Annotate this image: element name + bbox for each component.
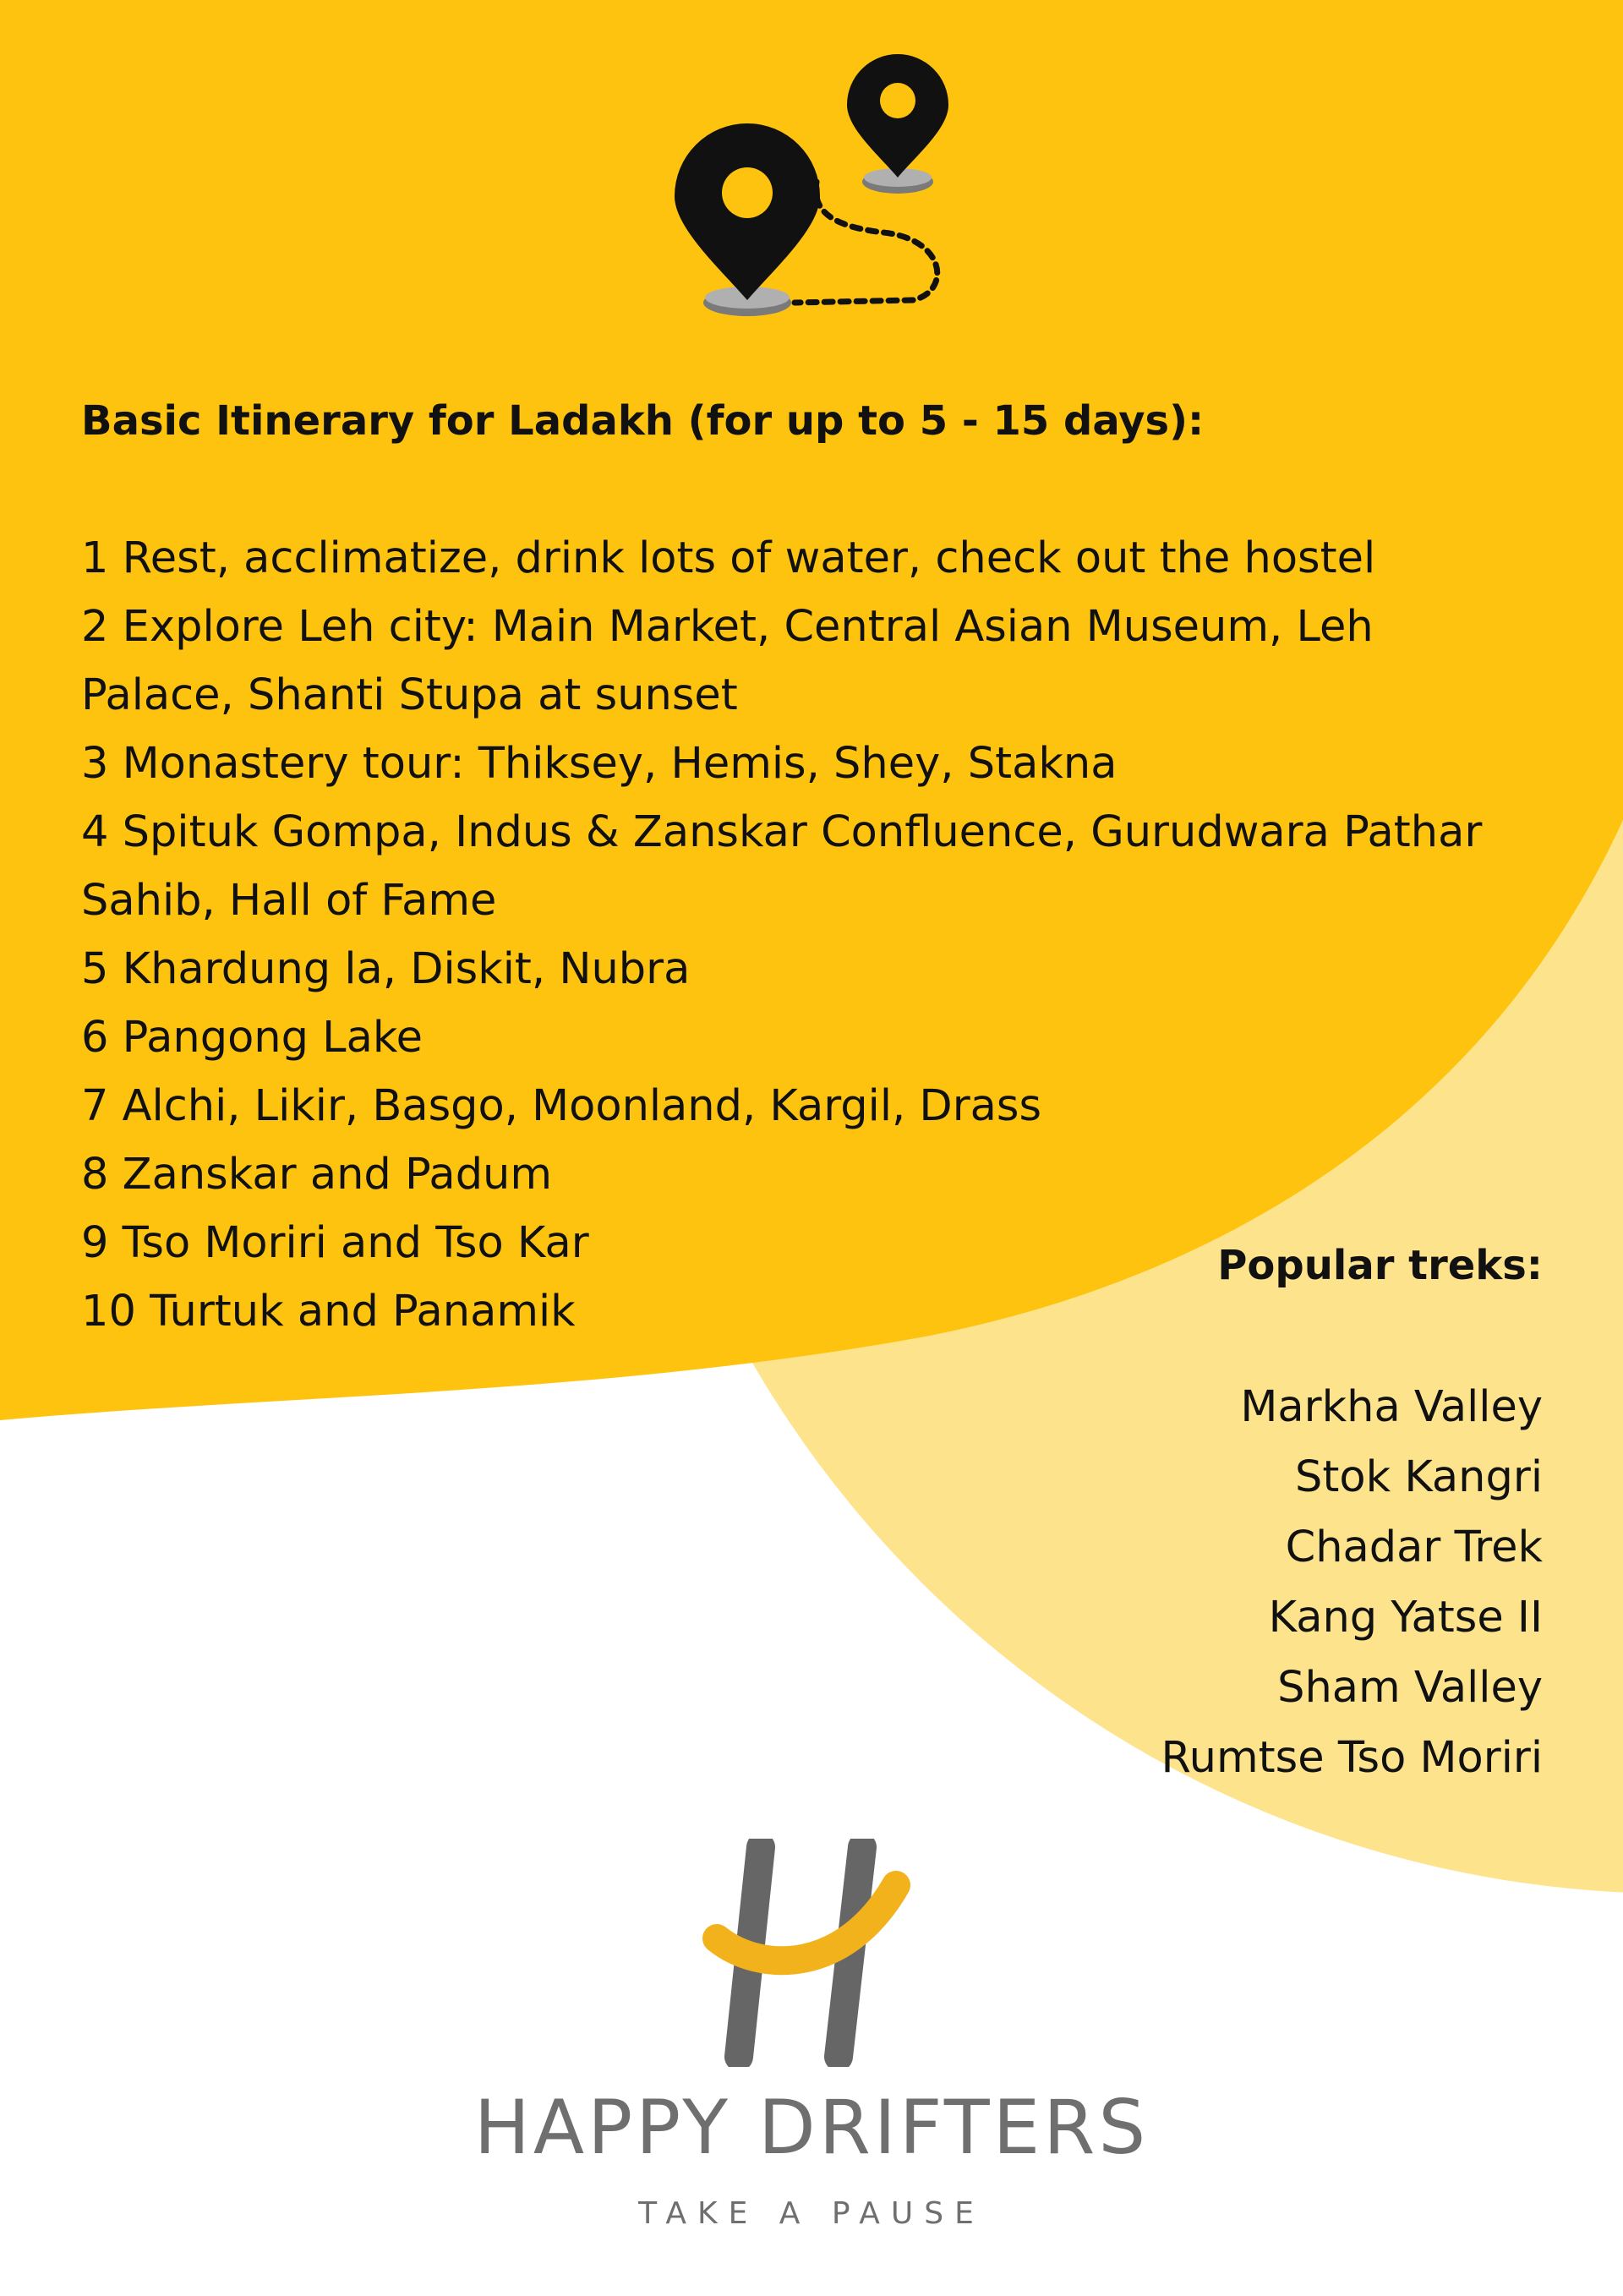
itinerary-day: 3 Monastery tour: Thiksey, Hemis, Shey, Stakna [81, 739, 1118, 789]
popular-treks-section [1161, 1230, 1543, 1793]
trek-item: Chadar Trek [1285, 1522, 1543, 1572]
itinerary-heading: Basic Itinerary for Ladakh (for up to 5 - 15 days): [81, 397, 1205, 445]
itinerary-day: 5 Khardung la, Diskit, Nubra [81, 944, 691, 994]
map-route-icon [659, 46, 964, 334]
treks-heading: Popular treks: [1217, 1242, 1543, 1289]
brand-name: HAPPY DRIFTERS [473, 2084, 1150, 2171]
itinerary-day: 2 Explore Leh city: Main Market, Central Asian Museum, Leh Palace, Shanti Stupa at sunset [81, 602, 1374, 720]
itinerary-day: 6 Pangong Lake [81, 1013, 423, 1063]
itinerary-day: 7 Alchi, Likir, Basgo, Moonland, Kargil, Drass [81, 1081, 1042, 1131]
itinerary-list [81, 524, 1518, 1346]
trek-item: Rumtse Tso Moriri [1161, 1733, 1543, 1783]
itinerary-day: 9 Tso Moriri and Tso Kar [81, 1218, 589, 1268]
trek-item: Kang Yatse II [1268, 1593, 1543, 1643]
trek-item: Sham Valley [1277, 1663, 1543, 1713]
itinerary-day: 8 Zanskar and Padum [81, 1150, 553, 1200]
happy-drifters-logo-icon [702, 1839, 921, 2067]
trek-item: Stok Kangri [1295, 1452, 1543, 1502]
itinerary-day: 1 Rest, acclimatize, drink lots of water, check out the hostel [81, 533, 1376, 583]
itinerary-day: 4 Spituk Gompa, Indus & Zanskar Confluence, Gurudwara Pathar Sahib, Hall of Fame [81, 807, 1483, 926]
trek-item: Markha Valley [1240, 1382, 1543, 1432]
treks-list [1161, 1372, 1543, 1793]
itinerary-day: 10 Turtuk and Panamik [81, 1287, 576, 1337]
brand-tagline: TAKE A PAUSE [638, 2196, 985, 2231]
